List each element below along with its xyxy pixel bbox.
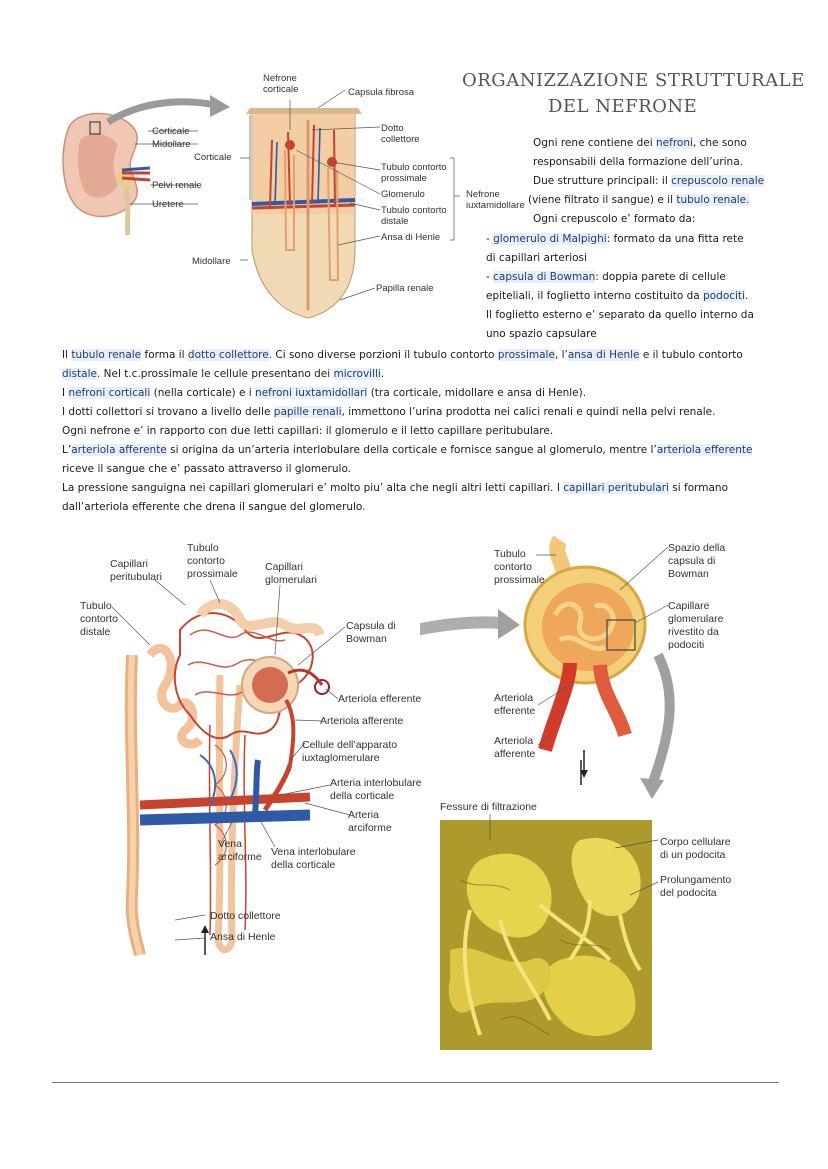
label-corp-tubule-2: contorto [494, 561, 532, 573]
label-dist-tubule-1: Tubulo contorto [381, 205, 447, 216]
label-prox-tubule-1: Tubulo contorto [381, 162, 447, 173]
ureter [126, 188, 128, 235]
body-line-9: dall’arteriola efferente che drena il sangue del glomerulo. [62, 501, 366, 513]
page-title: ORGANIZZAZIONE STRUTTURALE [462, 70, 805, 91]
corpuscle-arrow [420, 622, 500, 655]
label-corp-afferent-1: Arteriola [494, 735, 534, 747]
label-arcuate-artery-1: Arteria [348, 809, 379, 821]
label-bowman-1: Capsula di [346, 620, 396, 632]
label-proximal-2: contorto [187, 555, 225, 567]
label-bowman-space-2: capsula di [668, 555, 716, 567]
label-interlobular-vein-2: della corticale [271, 859, 336, 871]
label-henle: Ansa di Henle [210, 931, 276, 943]
label-cortical-nephron-2: corticale [263, 84, 299, 95]
page-title-line2: DEL NEFRONE [548, 96, 698, 117]
label-corp-tubule-3: prossimale [494, 574, 545, 586]
label-henle-loop: Ansa di Henle [381, 232, 441, 243]
arcuate-vein-bar [140, 815, 310, 820]
label-interlobular-artery-2: della corticale [330, 790, 395, 802]
interlobular-vein [255, 760, 258, 815]
label-ureter: Uretere [152, 199, 184, 210]
label-juxta-cells-1: Cellule dell’apparato [302, 739, 398, 751]
intro-line-11: uno spazio capsulare [486, 328, 597, 340]
intro-line-9: epiteliali, il foglietto interno costituito da podociti. [486, 290, 749, 302]
body-line-6: L’arteriola afferente si origina da un’arteria interlobulare della corticale e fornisce sangue al glomerulo, mentre l’arteriola efferente [62, 444, 753, 456]
label-pelvis: Pelvi renale [152, 180, 202, 191]
label-peritubular-2: peritubulari [110, 571, 162, 583]
label-distal-3: distale [80, 626, 111, 638]
label-bowman-space-1: Spazio della [668, 542, 726, 554]
label-filtration-slits: Fessure di filtrazione [440, 801, 537, 813]
intro-line-7: di capillari arteriosi [486, 252, 587, 264]
footer-divider [52, 1082, 779, 1083]
label-dist-tubule-2: distale [381, 216, 409, 227]
label-arcuate-artery-2: arciforme [348, 822, 392, 834]
label-renal-papilla: Papilla renale [376, 283, 434, 294]
label-glom-cap-podo-3: rivestito da [668, 626, 719, 638]
label-glom-cap-2: glomerulari [265, 574, 317, 586]
label-podocyte-process-1: Prolungamento [660, 874, 732, 886]
label-juxta-nephron-2: iuxtamidollare [466, 200, 525, 211]
label-side-medulla: Midollare [192, 256, 231, 267]
label-side-cortex: Corticale [194, 152, 232, 163]
label-arcuate-vein-2: arciforme [218, 851, 262, 863]
body-line-8: La pressione sanguigna nei capillari glomerulari e’ molto piu’ alta che negli altri letti capillari. I capillari peritubulari si formano [62, 482, 729, 494]
body-line-1: Il tubulo renale forma il dotto collettore. Ci sono diverse porzioni il tubulo contorto prossimale, l’ansa di Henle e il tubulo contorto [62, 349, 743, 361]
label-peritubular-1: Capillari [110, 558, 148, 570]
glomerulus-ball [252, 667, 288, 703]
intro-line-4: (viene filtrato il sangue) e il tubulo renale. [528, 194, 750, 206]
intro-line-8: - capsula di Bowman: doppia parete di cellule [486, 271, 726, 283]
label-kidney-medulla: Midollare [152, 139, 191, 150]
label-glom-cap-1: Capillari [265, 561, 303, 573]
label-corp-tubule-1: Tubulo [494, 548, 526, 560]
label-corp-efferent-2: efferente [494, 705, 536, 717]
body-line-2: distale. Nel t.c.prossimale le cellule presentano dei microvilli. [62, 368, 385, 380]
label-collecting-duct: Dotto collettore [210, 910, 281, 922]
label-podocyte-body-2: di un podocita [660, 849, 726, 861]
label-proximal-1: Tubulo [187, 542, 219, 554]
label-glomerulus: Glomerulo [381, 189, 425, 200]
label-glom-cap-podo-2: glomerulare [668, 613, 724, 625]
label-efferent: Arteriola efferente [338, 693, 422, 705]
label-kidney-cortex: Corticale [152, 126, 190, 137]
afferent-arteriole [286, 700, 293, 765]
label-interlobular-vein-1: Vena interlobulare [271, 846, 356, 858]
intro-line-2: responsabili della formazione dell’urina. [533, 156, 743, 168]
intro-line-6: - glomerulo di Malpighi: formato da una fitta rete [486, 233, 744, 245]
renal-corpuscle-figure [420, 535, 680, 800]
label-arcuate-vein-1: Vena [218, 838, 242, 850]
intro-line-3: Due strutture principali: il crepuscolo renale [533, 175, 765, 187]
proximal-tubule [200, 604, 320, 635]
sem-arrow [652, 655, 670, 785]
renal-vein [122, 168, 150, 170]
zoom-arrow [108, 102, 215, 122]
label-proximal-3: prossimale [187, 568, 238, 580]
arcuate-artery-bar [140, 797, 310, 805]
label-glom-cap-podo-1: Capillare [668, 600, 710, 612]
label-distal-1: Tubulo [80, 600, 112, 612]
label-afferent: Arteriola afferente [320, 715, 404, 727]
label-glom-cap-podo-4: podociti [668, 639, 705, 651]
label-collecting-duct-1: Dotto [381, 123, 404, 134]
label-juxta-cells-2: iuxtaglomerulare [302, 752, 380, 764]
label-juxta-nephron-1: Nefrone [466, 189, 500, 200]
label-corp-afferent-2: afferente [494, 748, 536, 760]
body-line-5: Ogni nefrone e’ in rapporto con due letti capillari: il glomerulo e il letto capillare peritubulare. [62, 425, 554, 437]
label-distal-2: contorto [80, 613, 118, 625]
label-prox-tubule-2: prossimale [381, 173, 427, 184]
label-podocyte-body-1: Corpo cellulare [660, 836, 731, 848]
body-line-3: I nefroni corticali (nella corticale) e i nefroni iuxtamidollari (tra corticale, midollare e ansa di Henle). [62, 387, 587, 399]
label-bowman-2: Bowman [346, 633, 387, 645]
body-line-7: riceve il sangue che e’ passato attraverso il glomerulo. [62, 463, 352, 475]
label-bowman-space-3: Bowman [668, 568, 709, 580]
kidney-medulla [78, 134, 118, 198]
intro-line-1: Ogni rene contiene dei nefroni, che sono [533, 137, 747, 149]
capsule-top [246, 108, 362, 114]
glomerulus-dot [285, 140, 295, 150]
body-line-4: I dotti collettori si trovano a livello delle papille renali, immettono l’urina prodotta nei calici renali e quindi nella pelvi renale. [62, 406, 716, 418]
label-interlobular-artery-1: Arteria interlobulare [330, 777, 422, 789]
label-fibrous-capsule: Capsula fibrosa [348, 87, 415, 98]
intro-line-10: Il foglietto esterno e’ separato da quello interno da [486, 309, 754, 321]
intro-line-5: Ogni crepuscolo e’ formato da: [533, 213, 696, 225]
label-podocyte-process-2: del podocita [660, 887, 717, 899]
label-cortical-nephron-1: Nefrone [263, 73, 297, 84]
label-collecting-duct-2: collettore [381, 134, 420, 145]
label-corp-efferent-1: Arteriola [494, 692, 534, 704]
